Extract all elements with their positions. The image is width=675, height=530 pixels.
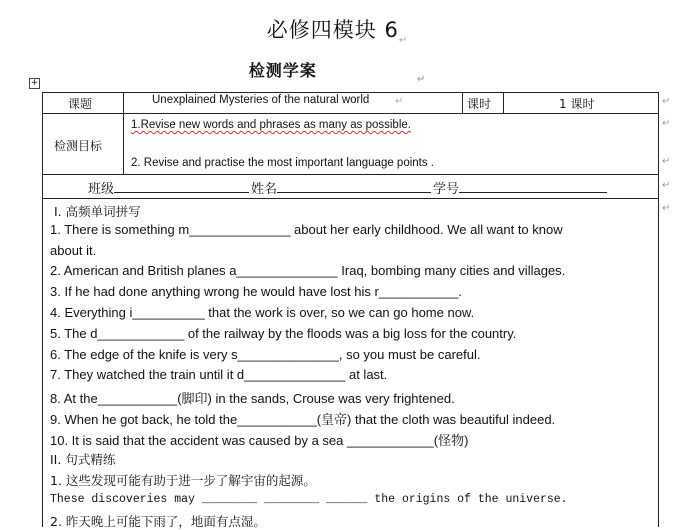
question-6: 6. The edge of the knife is very s______________, so you must be careful. [50, 347, 481, 362]
period-label: 课时 [467, 97, 492, 111]
goal-1: 1.Revise new words and phrases as many as possible. [131, 119, 411, 131]
question-2: 2. American and British planes a______________ Iraq, bombing many cities and villages. [50, 263, 566, 278]
question-4: 4. Everything i__________ that the work is over, so we can go home now. [50, 305, 475, 320]
translation-1-zh: 1. 这些发现可能有助于进一步了解宇宙的起源。 [50, 473, 316, 488]
section-1-heading: Ⅰ. 高频单词拼写 [54, 204, 141, 219]
table-move-handle[interactable]: + [30, 78, 39, 88]
period-value: 1 课时 [559, 97, 595, 111]
section-2-heading: II. 句式精练 [50, 452, 116, 467]
document-subtitle: 检测学案 $_↵$ [248, 61, 427, 85]
topic-label: 课题 [68, 97, 93, 111]
document-title: 必修四模块 $6_↵$ [266, 18, 409, 46]
topic-value: Unexplained Mysteries of the natural world [152, 94, 370, 106]
question-7: 7. They watched the train until it d______________ at last. [50, 367, 388, 382]
translation-2-zh: 2. 昨天晚上可能下雨了，地面有点湿。 [50, 514, 266, 529]
question-10: 10. It is said that the accident was caused by a sea ____________(怪物) [50, 433, 469, 448]
goal-2: 2. Revise and practise the most important language points . [131, 157, 435, 169]
question-3: 3. If he had done anything wrong he would have lost his r___________. [50, 284, 462, 299]
question-5: 5. The d____________ of the railway by the floods was a big loss for the country. [50, 326, 517, 341]
question-1-cont: about it. [50, 243, 97, 258]
student-info-row: 班级 姓名 学号 [88, 178, 607, 197]
goal-label: 检测目标 [54, 139, 103, 153]
question-1: 1. There is something m______________ about her early childhood. We all want to know [50, 222, 563, 237]
question-9: 9. When he got back, he told the___________(皇帝) that the cloth was beautiful indeed. [50, 412, 556, 427]
question-8: 8. At the___________(脚印) in the sands, Crouse was very frightened. [50, 391, 455, 406]
translation-1-en: These discoveries may ________ ________ ______ the origins of the universe. [50, 493, 568, 506]
